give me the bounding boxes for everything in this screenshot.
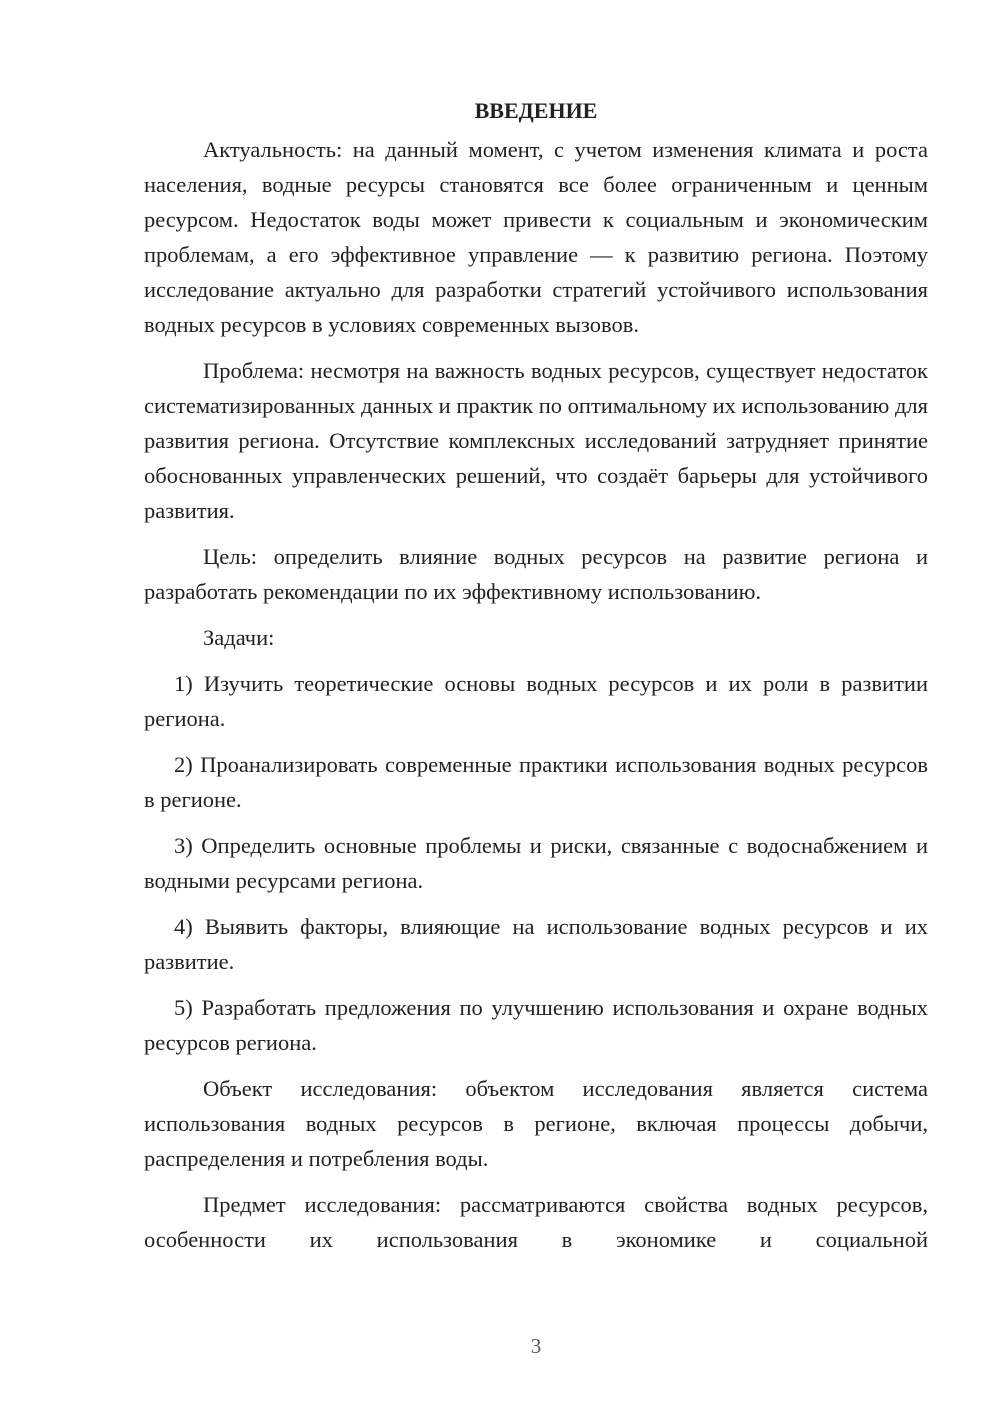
task-item-5: 5) Разработать предложения по улучшению использования и охране водных ресурсов региона. (144, 995, 928, 1055)
paragraph-object: Объект исследования: объектом исследования является система использования водных ресурсов в регионе, включая процессы добычи, распределения и потребления воды. (144, 1076, 928, 1171)
task-item-3: 3) Определить основные проблемы и риски, связанные с водоснабжением и водными ресурсами региона. (144, 833, 928, 893)
paragraph-problem: Проблема: несмотря на важность водных ресурсов, существует недостаток систематизированных данных и практик по оптимальному их использованию для развития региона. Отсутствие комплексных исследований затрудняет принятие обоснованных управленческих решений, что создаёт барьеры для устойчивого развития. (144, 358, 928, 523)
paragraph-relevance: Актуальность: на данный момент, с учетом изменения климата и роста населения, водные ресурсы становятся все более ограниченным и ценным ресурсом. Недостаток воды может привести к социальным и экономическим проблемам, а его эффективное управление — к развитию региона. Поэтому исследование актуально для разработки стратегий устойчивого использования водных ресурсов в условиях современных вызовов. (144, 137, 928, 337)
paragraph-goal: Цель: определить влияние водных ресурсов на развитие региона и разработать рекомендации по их эффективному использованию. (144, 544, 928, 604)
document-page (144, 96, 928, 1268)
page-title: ВВЕДЕНИЕ (474, 98, 598, 123)
task-item-4: 4) Выявить факторы, влияющие на использование водных ресурсов и их развитие. (144, 914, 928, 974)
task-item-1: 1) Изучить теоретические основы водных ресурсов и их роли в развитии региона. (144, 671, 928, 731)
paragraph-subject: Предмет исследования: рассматриваются свойства водных ресурсов, особенности их использования в экономике и социальной (144, 1192, 928, 1252)
tasks-heading: Задачи: (203, 625, 275, 650)
page-number: 3 (530, 1334, 542, 1358)
task-item-2: 2) Проанализировать современные практики использования водных ресурсов в регионе. (144, 752, 928, 812)
